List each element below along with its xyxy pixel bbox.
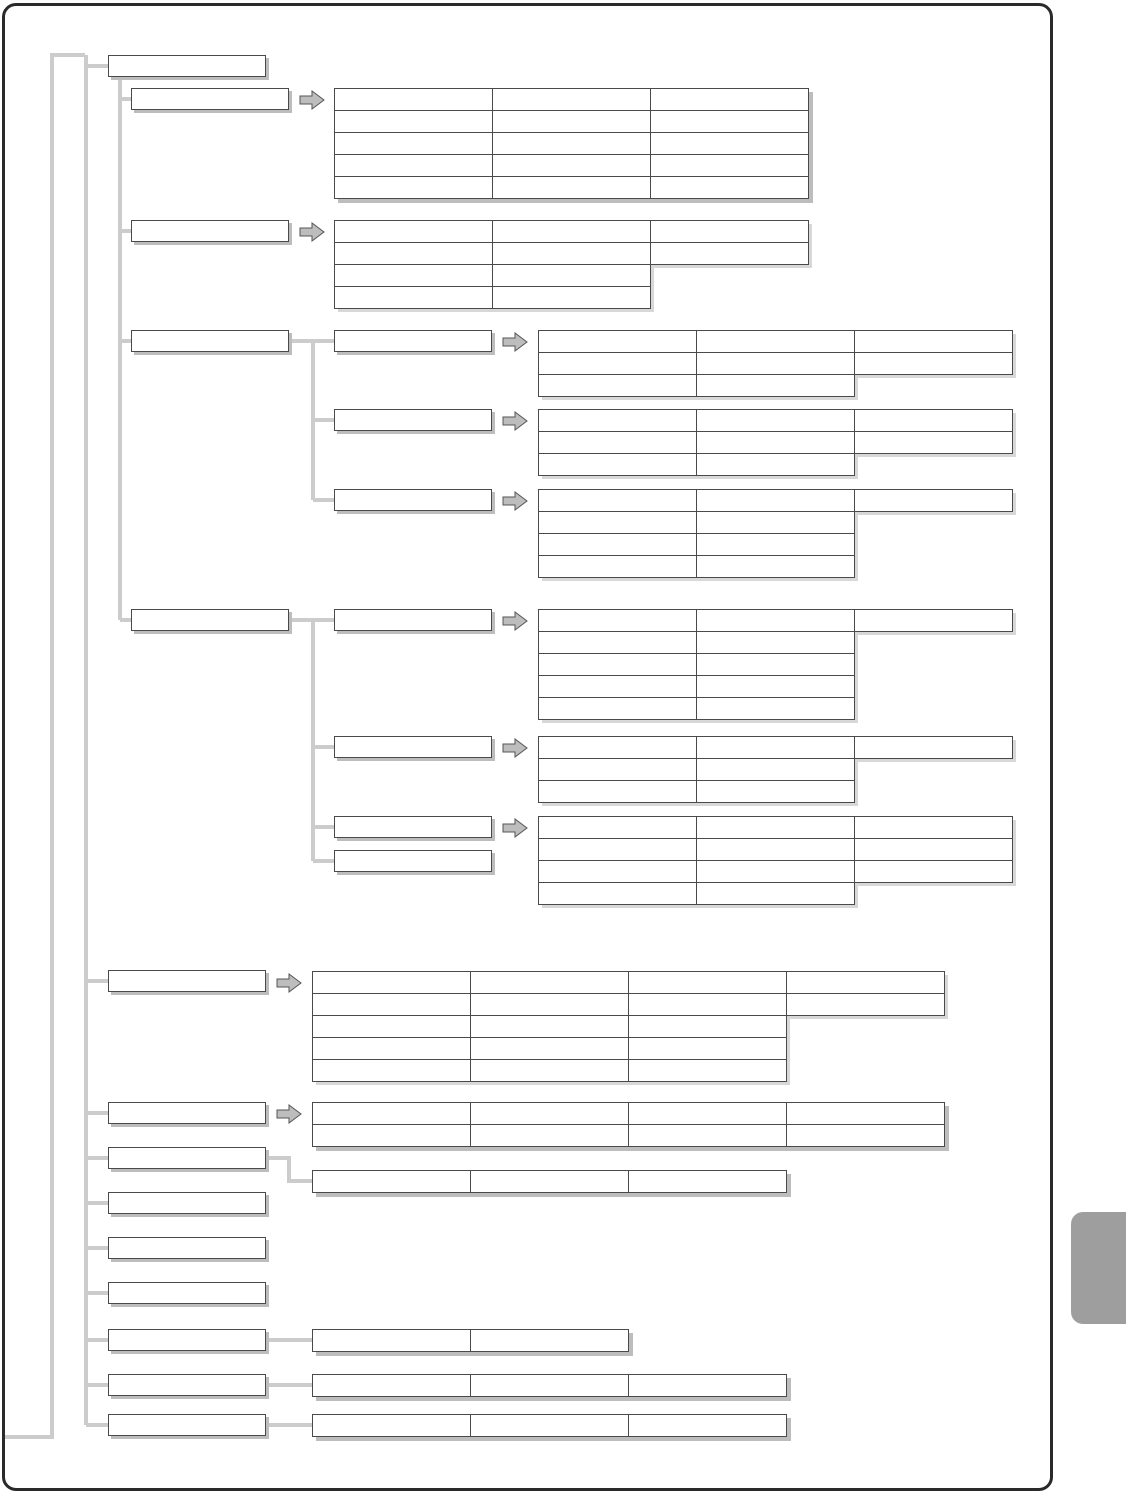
tree-node-level3	[334, 330, 492, 352]
arrow-right-icon	[276, 973, 302, 993]
arrow-right-icon	[502, 738, 528, 758]
settings-table	[538, 609, 1013, 720]
tree-node-level1	[108, 1192, 266, 1214]
tree-node-level1	[108, 1414, 266, 1436]
settings-table	[538, 816, 1013, 905]
tree-node-level1	[108, 1102, 266, 1124]
tree-node-level1	[108, 55, 266, 77]
arrow-right-icon	[502, 411, 528, 431]
tree-node-level3	[334, 409, 492, 431]
settings-table	[334, 88, 809, 199]
settings-table	[312, 1414, 787, 1437]
tree-node-level2	[131, 220, 289, 242]
arrow-right-icon	[502, 818, 528, 838]
settings-table	[538, 409, 1013, 476]
arrow-right-icon	[299, 222, 325, 242]
tree-node-level1	[108, 970, 266, 992]
arrow-right-icon	[276, 1104, 302, 1124]
settings-table	[312, 1102, 945, 1147]
tree-node-level2	[131, 88, 289, 110]
settings-table	[538, 736, 1013, 803]
tree-node-level2	[131, 609, 289, 631]
tree-node-level1	[108, 1329, 266, 1351]
tree-node-level1	[108, 1147, 266, 1169]
tree-node-level1	[108, 1282, 266, 1304]
arrow-right-icon	[502, 491, 528, 511]
tree-node-level3	[334, 850, 492, 872]
arrow-right-icon	[299, 90, 325, 110]
tree-node-level2	[131, 330, 289, 352]
arrow-right-icon	[502, 332, 528, 352]
arrow-right-icon	[502, 611, 528, 631]
tree-node-level3	[334, 609, 492, 631]
settings-table	[312, 1374, 787, 1397]
settings-table	[312, 971, 945, 1082]
settings-table	[312, 1329, 629, 1352]
tree-node-level3	[334, 489, 492, 511]
settings-table	[334, 220, 809, 309]
settings-table	[538, 489, 1013, 578]
tree-node-level1	[108, 1237, 266, 1259]
tree-node-level3	[334, 816, 492, 838]
tree-node-level1	[108, 1374, 266, 1396]
tree-node-level3	[334, 736, 492, 758]
settings-table	[538, 330, 1013, 397]
settings-table	[312, 1170, 787, 1193]
